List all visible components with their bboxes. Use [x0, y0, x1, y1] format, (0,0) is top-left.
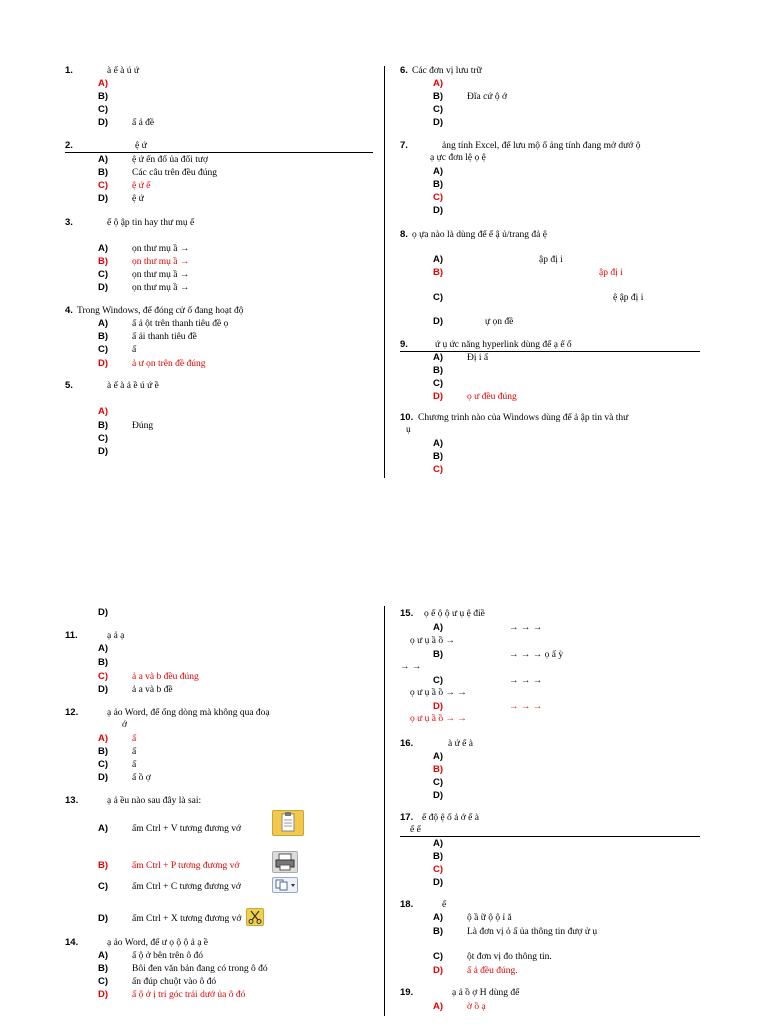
question-15: 15. ọ ế ộ ộ ư ụ ệ điề [400, 608, 485, 619]
option-c[interactable]: C) [98, 433, 109, 444]
question-4: 4. Trong Windows, để đóng cử ổ đang hoạt độ [65, 305, 244, 316]
question-text: à ế à ú ứ [107, 66, 140, 76]
question-13: 13. ạ ả ều nào sau đây là sai: [65, 795, 202, 806]
question-16: 16. à ứ ế à [400, 738, 473, 749]
option-c[interactable]: C) [98, 104, 109, 115]
option-a[interactable]: A) [98, 406, 109, 417]
question-17: 17. ế độ ệ ố ả ớ ế à [400, 812, 479, 823]
option-a[interactable]: A) [433, 166, 444, 177]
option-a[interactable]: A) [98, 643, 109, 654]
option-b[interactable]: B) Các câu trên đều đúng [98, 167, 217, 178]
option-c[interactable]: C) ả a và b đều đúng [98, 671, 199, 682]
option-c-continued: ọ ư ụ ầ ồ → → [410, 688, 467, 698]
option-d-continued: ọ ư ụ ầ ồ → → [410, 714, 467, 724]
option-b[interactable]: B) [433, 764, 444, 775]
option-c[interactable]: C) [433, 864, 444, 875]
option-b[interactable]: B) ấ ải thanh tiêu đề [98, 331, 197, 342]
option-a[interactable]: A) ấ ộ ở bên trên ô đó [98, 950, 203, 961]
question-19: 19. ạ ả ồ ợ H dùng để [400, 987, 520, 998]
question-9: 9. ứ ụ ức năng hyperlink dùng để ạ ế ố [400, 339, 572, 350]
option-d[interactable]: D) [98, 446, 109, 457]
question-number: 1. [65, 65, 73, 76]
option-c[interactable]: C) ệ ứ ế [98, 180, 151, 191]
question-10: 10. Chương trình nào của Windows dùng để ả ập tin và thư [400, 412, 629, 423]
option-a-continued: ọ ư ụ ầ ồ → [410, 636, 455, 646]
option-c[interactable]: C) [433, 104, 444, 115]
option-a[interactable]: A) ờ ồ ạ [433, 1001, 486, 1012]
option-c[interactable]: C) [433, 192, 444, 203]
question-text-continued: ớ [122, 720, 128, 730]
option-b[interactable]: B) [433, 365, 444, 376]
option-d[interactable]: D) [433, 205, 444, 216]
option-c[interactable]: C) ấ [98, 759, 137, 770]
option-c[interactable]: C) [433, 777, 444, 788]
question-3: 3. ế ộ ập tin hay thư mụ ế [65, 217, 195, 228]
option-d[interactable]: D) ấm Ctrl + X tương đương vớ [98, 913, 242, 924]
option-b[interactable]: B) [433, 179, 444, 190]
option-d[interactable]: D) [433, 117, 444, 128]
option-c[interactable]: C) ấm Ctrl + C tương đương vớ [98, 881, 241, 892]
option-b[interactable]: B) [433, 851, 444, 862]
option-c[interactable]: C) ấn đúp chuột vào ô đó [98, 976, 217, 987]
option-c[interactable]: C) ệ ập đị i [433, 292, 644, 303]
option-d[interactable]: D) ấ ả đề [98, 117, 155, 128]
option-b[interactable]: B) Bôi đen văn bản đang có trong ô đó [98, 963, 268, 974]
option-b[interactable]: B) ấ [98, 746, 137, 757]
option-d[interactable]: D) ọn thư mụ ầ → [98, 282, 190, 293]
option-a[interactable]: A) [433, 838, 444, 849]
option-d[interactable]: D) [433, 877, 444, 888]
option-b[interactable]: B) ập đị i [433, 267, 623, 278]
question-12: 12. ạ ảo Word, để ống dòng mà không qua đoạ [65, 707, 270, 718]
question-underline [65, 152, 373, 153]
question-text-continued: ụ [406, 425, 411, 435]
option-d[interactable]: D) ự ọn đề [433, 316, 514, 327]
column-divider-bottom [384, 606, 385, 1016]
option-a[interactable]: A) [433, 78, 444, 89]
option-c[interactable]: C) [433, 464, 444, 475]
option-d[interactable]: D) ấ ồ ợ [98, 772, 151, 783]
option-d[interactable]: D) → → → [433, 701, 543, 712]
question-6: 6. Các đơn vị lưu trữ [400, 65, 482, 76]
paste-icon [272, 810, 304, 836]
option-a[interactable]: A) ệ ứ ến đổ ủa đối tượ [98, 154, 208, 165]
option-d[interactable]: D) ấ ộ ở ị trí góc trái dướ ủa ô đó [98, 989, 246, 1000]
question-2: 2. ệ ứ [65, 140, 147, 151]
option-a[interactable]: A) ấ ả ột trên thanh tiêu đề ọ [98, 318, 229, 329]
question-text-continued: ạ ực đơn lệ ọ ệ [430, 153, 486, 163]
option-c[interactable]: C) ấ [98, 344, 137, 355]
question-8: 8. ọ ựa nào là dùng để ế ậ ủ/trang đả ệ [400, 229, 547, 240]
column-divider-top [384, 66, 385, 478]
option-b[interactable]: B) Là đơn vị ỏ ấ ủa thông tin đượ ử ụ [433, 926, 598, 937]
option-d[interactable]: D) ệ ứ [98, 193, 144, 204]
option-b[interactable]: B) Đĩa cứ ộ ớ [433, 91, 507, 102]
option-d[interactable]: D) ả a và b đề [98, 684, 173, 695]
option-a[interactable]: A) → → → [433, 622, 543, 633]
option-d[interactable]: D) [433, 790, 444, 801]
option-c[interactable]: C) ột đơn vị đo thông tin. [433, 951, 552, 962]
option-b[interactable]: B) [433, 451, 444, 462]
option-b[interactable]: B) [98, 657, 109, 668]
option-a[interactable]: A) ọn thư mụ ầ → [98, 243, 190, 254]
option-b[interactable]: B) ọn thư mụ ầ → [98, 256, 190, 267]
option-a[interactable]: A) [98, 78, 109, 89]
option-d-carryover[interactable]: D) [98, 607, 109, 618]
question-5: 5. à ế à ả ề ú ứ ề [65, 380, 159, 391]
question-underline [400, 836, 700, 837]
option-c[interactable]: C) [433, 378, 444, 389]
option-a[interactable]: A) ộ ầ ữ ộ ộ ỉ ă [433, 912, 512, 923]
print-icon [272, 851, 298, 873]
option-a[interactable]: A) [433, 751, 444, 762]
option-a[interactable]: A) ập đị i [433, 254, 563, 265]
question-1 [65, 65, 139, 76]
option-b[interactable]: B) Đúng [98, 420, 154, 431]
option-a[interactable]: A) [433, 438, 444, 449]
option-b[interactable]: B) [98, 91, 109, 102]
option-d[interactable]: D) ọ ư đều đúng [433, 391, 517, 402]
option-d[interactable]: D) ả ư ọn trên đề đúng [98, 358, 206, 369]
option-d[interactable]: D) ấ ả đều đúng. [433, 965, 518, 976]
option-c[interactable]: C) ọn thư mụ ầ → [98, 269, 190, 280]
question-text-continued: ế ế [410, 825, 421, 835]
option-a[interactable]: A) ấ [98, 733, 137, 744]
option-b[interactable]: B) ấm Ctrl + P tương đương vớ [98, 860, 240, 871]
question-14: 14. ạ ảo Word, để ư ọ ộ ộ ả ạ ề [65, 937, 209, 948]
question-18: 18. ế [400, 899, 447, 910]
question-7: 7. ảng tính Excel, để lưu mộ ổ ảng tính đang mở dướ ộ [400, 140, 641, 151]
option-c[interactable]: C) → → → [433, 675, 543, 686]
option-b-continued: → → [400, 662, 422, 672]
option-a[interactable]: A) Đị i ấ [433, 352, 489, 363]
option-b[interactable]: B) → → → ọ ấ ỳ [433, 649, 564, 660]
cut-icon [246, 908, 264, 926]
question-11: 11. ạ ả ạ [65, 630, 125, 641]
copy-icon [272, 877, 298, 893]
option-a[interactable]: A) ấm Ctrl + V tương đương vớ [98, 823, 242, 834]
